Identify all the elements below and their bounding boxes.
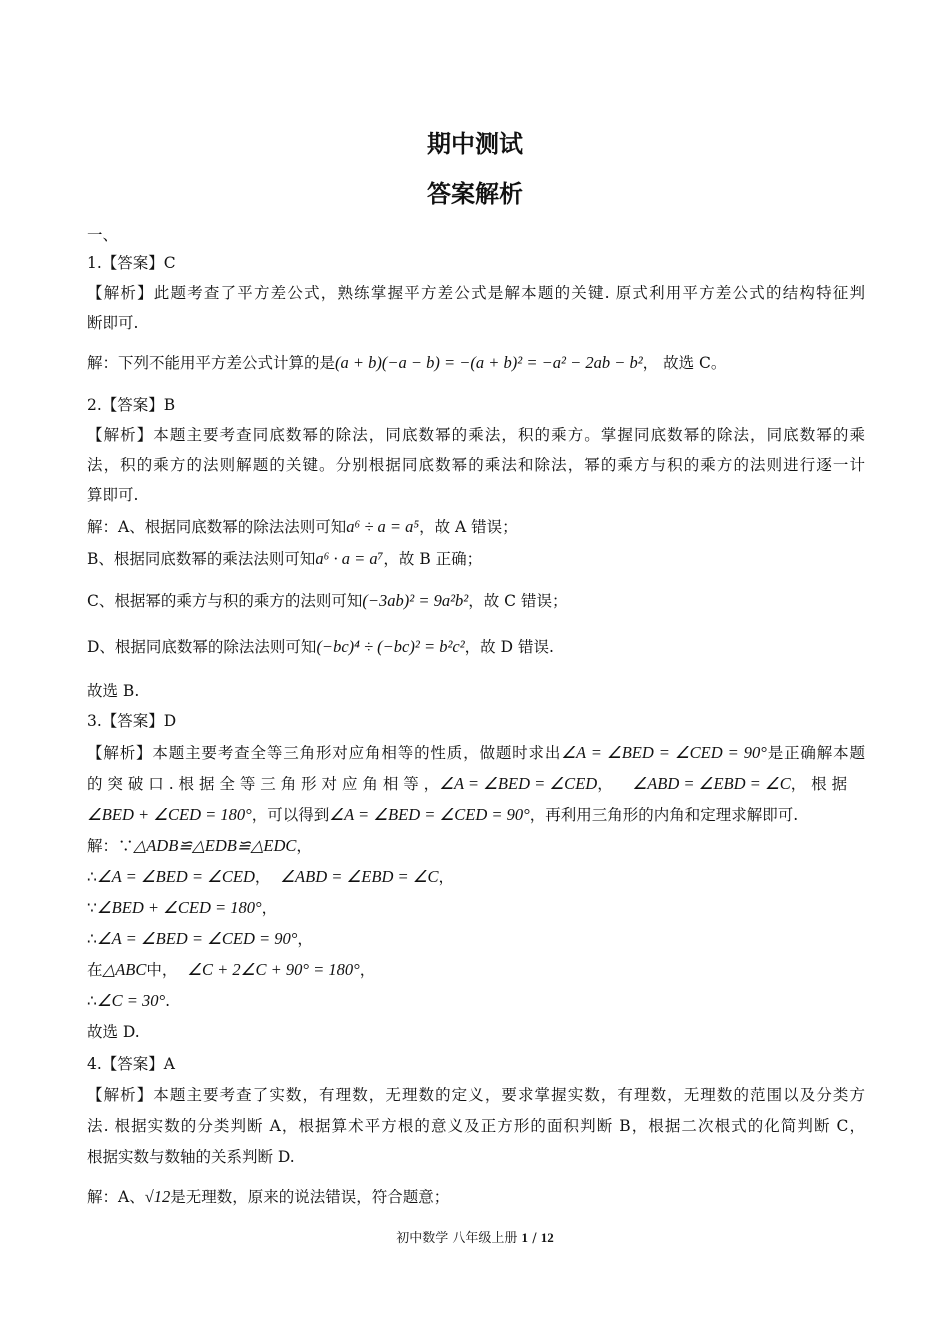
answer-2: 2.【答案】B	[87, 396, 176, 414]
math-formula: △ADB≌△EDB≌△EDC	[133, 836, 297, 855]
answer-3: 3.【答案】D	[87, 712, 177, 730]
solution-2-d: D、根据同底数幂的除法法则可知(−bc)⁴ ÷ (−bc)² = b²c²，故 D 错误.	[87, 637, 554, 656]
page-number: 1	[521, 1230, 529, 1245]
analysis-2-line-2: 法，积的乘方的法则解题的关键。分别根据同底数幂的乘法和除法，幂的乘方与积的乘方的法则进行逐一计	[87, 456, 865, 474]
page-total: 12	[540, 1230, 554, 1245]
conclusion-3: 故选 D.	[87, 1023, 140, 1041]
math-formula: ∠ABD = ∠EBD = ∠C	[280, 867, 439, 886]
math-formula: ∠A = ∠BED = ∠CED = 90°	[329, 805, 530, 824]
solution-4-a: 解：A、√12是无理数，原来的说法错误，符合题意；	[87, 1187, 450, 1206]
math-formula: (−3ab)² = 9a²b²	[362, 591, 469, 610]
analysis-3-line-1: 【解析】本题主要考查全等三角形对应角相等的性质，做题时求出∠A = ∠BED = ∠CED = 90°是正确解本题	[87, 743, 865, 762]
math-formula: ∠C = 30°	[96, 991, 166, 1010]
solution-1: 解：下列不能用平方差公式计算的是(a + b)(−a − b) = −(a + b)² = −a² − 2ab − b²， 故选 C。	[87, 353, 727, 372]
math-formula: ∠A = ∠BED = ∠CED = 90°	[96, 929, 298, 948]
analysis-4-line-1: 【解析】本题主要考查了实数，有理数，无理数的定义，要求掌握实数，有理数，无理数的范围以及分类方	[87, 1086, 865, 1104]
math-formula: a⁶ · a = a⁷	[315, 549, 384, 568]
solution-3-step-5: 在△ABC中， ∠C + 2∠C + 90° = 180°，	[87, 960, 376, 979]
solution-2-c: C、根据幂的乘方与积的乘方的法则可知(−3ab)² = 9a²b²，故 C 错误；	[87, 591, 568, 610]
math-formula: △ABC	[102, 960, 147, 979]
analysis-4-line-2: 法. 根据实数的分类判断 A，根据算术平方根的意义及正方形的面积判断 B，根据二次根式的化简判断 C，	[87, 1117, 865, 1135]
math-formula: (a + b)(−a − b) = −(a + b)² = −a² − 2ab − b²	[335, 353, 643, 372]
math-formula: ∠BED + ∠CED = 180°	[87, 805, 252, 824]
analysis-3-line-2: 的 突 破 口 . 根 据 全 等 三 角 形 对 应 角 相 等 ，∠A = ∠BED = ∠CED， ∠ABD = ∠EBD = ∠C， 根 据	[87, 774, 848, 793]
math-formula: √12	[144, 1187, 171, 1206]
page-separator: /	[532, 1231, 537, 1246]
math-formula: ∠BED + ∠CED = 180°	[96, 898, 262, 917]
analysis-2-line-1: 【解析】本题主要考查同底数幂的除法，同底数幂的乘法，积的乘方。掌握同底数幂的除法，同底数幂的乘	[87, 426, 865, 444]
solution-3-step-4: ∴∠A = ∠BED = ∠CED = 90°，	[87, 929, 313, 948]
analysis-1-line-2: 断即可.	[87, 314, 139, 332]
math-formula: ∠ABD = ∠EBD = ∠C	[632, 774, 791, 793]
analysis-2-line-3: 算即可.	[87, 486, 139, 504]
conclusion-2: 故选 B.	[87, 682, 140, 700]
solution-2-a: 解：A、根据同底数幂的除法法则可知a⁶ ÷ a = a⁵，故 A 错误；	[87, 517, 518, 536]
math-formula: ∠C + 2∠C + 90° = 180°	[187, 960, 360, 979]
solution-3-step-3: ∵∠BED + ∠CED = 180°，	[87, 898, 278, 917]
math-formula: a⁶ ÷ a = a⁵	[346, 517, 420, 536]
analysis-3-line-3: ∠BED + ∠CED = 180°，可以得到∠A = ∠BED = ∠CED = 90°，再利用三角形的内角和定理求解即可.	[87, 805, 799, 824]
math-formula: (−bc)⁴ ÷ (−bc)² = b²c²	[316, 637, 465, 656]
analysis-4-line-3: 根据实数与数轴的关系判断 D.	[87, 1148, 295, 1166]
page-footer	[0, 1227, 950, 1246]
answer-4: 4.【答案】A	[87, 1055, 175, 1073]
section-heading: 一、	[87, 226, 119, 244]
page-title: 期中测试	[427, 130, 523, 158]
footer-text: 初中数学 八年级上册	[396, 1231, 518, 1246]
solution-3-step-6: ∴∠C = 30°.	[87, 991, 171, 1010]
solution-3-step-2: ∴∠A = ∠BED = ∠CED， ∠ABD = ∠EBD = ∠C，	[87, 867, 455, 886]
math-formula: ∠A = ∠BED = ∠CED	[96, 867, 255, 886]
math-formula: ∠A = ∠BED = ∠CED = 90°	[561, 743, 767, 762]
page-subtitle: 答案解析	[427, 180, 523, 208]
solution-2-b: B、根据同底数幂的乘法法则可知a⁶ · a = a⁷，故 B 正确；	[87, 549, 483, 568]
answer-1: 1.【答案】C	[87, 254, 176, 272]
math-formula: ∠A = ∠BED = ∠CED	[439, 774, 598, 793]
solution-3-step-1: 解：∵△ADB≌△EDB≌△EDC，	[87, 836, 312, 855]
analysis-1-line-1: 【解析】此题考查了平方差公式，熟练掌握平方差公式是解本题的关键. 原式利用平方差公式的结构特征判	[87, 284, 865, 302]
